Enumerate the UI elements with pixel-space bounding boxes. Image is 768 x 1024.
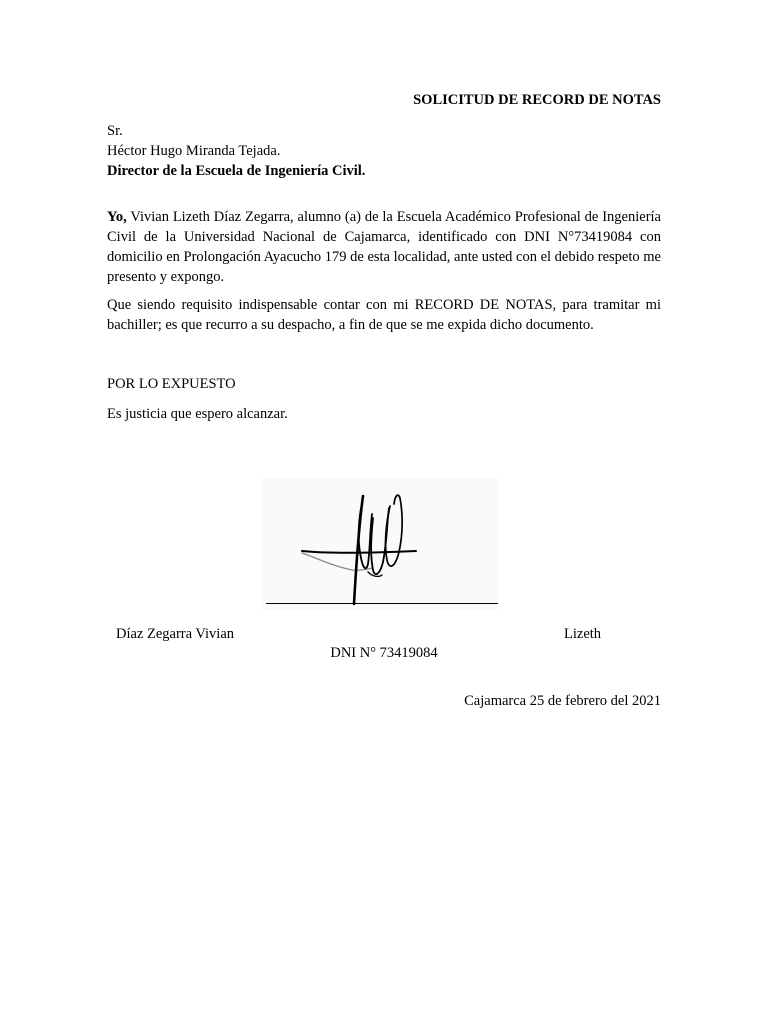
body-paragraph-1 <box>107 207 661 287</box>
addressee-salutation: Sr. <box>107 123 123 139</box>
paragraph-lead: Yo, <box>107 209 127 225</box>
por-lo-expuesto: POR LO EXPUESTO <box>107 376 236 392</box>
signature-drawing <box>262 478 498 610</box>
paragraph-1-text: Vivian Lizeth Díaz Zegarra, alumno (a) de la Escuela Académico Profesional de Ingeniería Civil de la Universidad Nacional de Cajamarca, identificado con DNI N°73419084 con domicilio en Prolongación Ayacucho 179 de esta localidad, ante usted con el debido respeto me presento y expongo. <box>107 209 661 285</box>
signer-name-right: Lizeth <box>564 626 602 642</box>
signer-dni: DNI N° 73419084 <box>330 645 438 661</box>
addressee-block <box>107 121 661 181</box>
body-paragraph-2: Que siendo requisito indispensable contar con mi RECORD DE NOTAS, para tramitar mi bachiller; es que recurro a su despacho, a fin de que se me expida dicho documento. <box>107 297 661 333</box>
signer-name-left: Díaz Zegarra Vivian <box>116 626 235 642</box>
handwritten-signature <box>262 478 498 610</box>
document-date: Cajamarca 25 de febrero del 2021 <box>464 693 661 709</box>
document-title: SOLICITUD DE RECORD DE NOTAS <box>413 92 661 108</box>
closing-line: Es justicia que espero alcanzar. <box>107 406 288 422</box>
addressee-position: Director de la Escuela de Ingeniería Civil. <box>107 163 366 179</box>
signature-line <box>266 603 498 604</box>
addressee-name: Héctor Hugo Miranda Tejada. <box>107 143 281 159</box>
